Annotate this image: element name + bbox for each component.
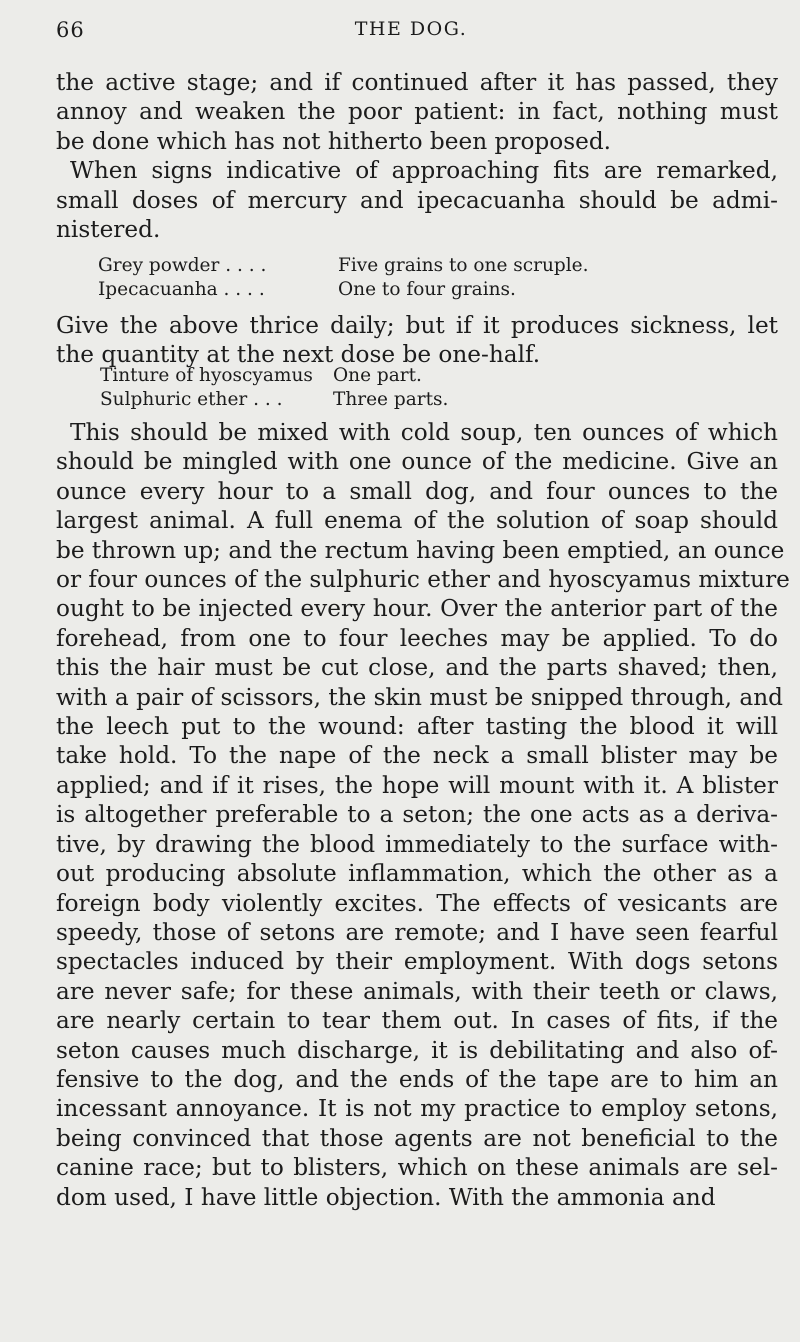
text-line: dom used, I have little objection. With the ammonia and — [56, 1183, 716, 1211]
ingredient-quantity: Three parts. — [333, 389, 449, 410]
text-line: nistered. — [56, 216, 161, 244]
text-line: ounce every hour to a small dog, and four ounces to the — [56, 477, 778, 505]
text-line: annoy and weaken the poor patient: in fact, nothing must — [56, 98, 778, 126]
text-line: spectacles induced by their employment. With dogs setons — [56, 948, 778, 976]
text-line: foreign body violently excites. The effects of vesicants are — [56, 889, 778, 917]
ingredient-name: Grey powder . . . . — [98, 255, 267, 276]
paragraph-1 — [56, 68, 778, 244]
text-line: be thrown up; and the rectum having been emptied, an ounce — [56, 536, 785, 564]
ingredient-quantity: Five grains to one scruple. — [338, 255, 589, 276]
ingredient-quantity: One to four grains. — [338, 279, 516, 300]
text-line: ought to be injected every hour. Over the anterior part of the — [56, 595, 778, 623]
text-line: speedy, those of setons are remote; and I have seen fearful — [56, 918, 778, 946]
text-line: are never safe; for these animals, with their teeth or claws, — [56, 977, 778, 1005]
text-line: being convinced that those agents are not beneficial to the — [56, 1124, 778, 1152]
text-line: forehead, from one to four leeches may be applied. To do — [56, 624, 778, 652]
prescription-1 — [98, 254, 718, 302]
text-line: with a pair of scissors, the skin must be snipped through, and — [56, 683, 783, 711]
text-line: This should be mixed with cold soup, ten ounces of which — [70, 419, 778, 446]
ingredient-name: Sulphuric ether . . . — [100, 389, 283, 410]
ingredient-quantity: One part. — [333, 365, 422, 386]
text-line: take hold. To the nape of the neck a small blister may be — [56, 742, 778, 770]
prescription-row — [98, 254, 718, 278]
text-line: or four ounces of the sulphuric ether and hyoscyamus mixture — [56, 566, 790, 594]
text-line: Give the above thrice daily; but if it produces sickness, let — [56, 312, 778, 339]
text-line: the active stage; and if continued after it has passed, they — [56, 69, 778, 96]
prescription-row — [100, 388, 720, 412]
paragraph-3 — [56, 418, 790, 1212]
prescription-row — [98, 278, 718, 302]
text-line: tive, by drawing the blood immediately to the surface with- — [56, 830, 778, 858]
text-line: seton causes much discharge, it is debilitating and also of- — [56, 1036, 778, 1064]
text-line: this the hair must be cut close, and the parts shaved; then, — [56, 654, 778, 682]
page-header — [56, 18, 766, 48]
running-title: THE DOG. — [354, 18, 468, 40]
prescription-row — [100, 364, 720, 388]
text-line: incessant annoyance. It is not my practice to employ setons, — [56, 1095, 778, 1123]
page-number: 66 — [56, 18, 85, 42]
text-line: the quantity at the next dose be one-half. — [56, 341, 541, 369]
text-line: is altogether preferable to a seton; the one acts as a deriva- — [56, 801, 778, 829]
prescription-2 — [100, 364, 720, 412]
text-line: canine race; but to blisters, which on these animals are sel- — [56, 1154, 778, 1182]
text-line: the leech put to the wound: after tasting the blood it will — [56, 713, 778, 741]
text-line: be done which has not hitherto been proposed. — [56, 127, 612, 155]
text-line: are nearly certain to tear them out. In cases of fits, if the — [56, 1007, 778, 1035]
text-line: should be mingled with one ounce of the medicine. Give an — [56, 448, 778, 476]
text-line: small doses of mercury and ipecacuanha should be admi- — [56, 186, 778, 214]
ingredient-name: Ipecacuanha . . . . — [98, 279, 265, 300]
text-line: applied; and if it rises, the hope will mount with it. A blister — [56, 771, 778, 799]
text-line: out producing absolute inflammation, which the other as a — [56, 860, 778, 888]
ingredient-name: Tinture of hyoscyamus — [100, 365, 313, 386]
text-line: fensive to the dog, and the ends of the tape are to him an — [56, 1065, 778, 1093]
paragraph-2 — [56, 311, 778, 370]
text-line: When signs indicative of approaching fits are remarked, — [70, 157, 778, 185]
text-line: largest animal. A full enema of the solution of soap should — [56, 507, 778, 535]
